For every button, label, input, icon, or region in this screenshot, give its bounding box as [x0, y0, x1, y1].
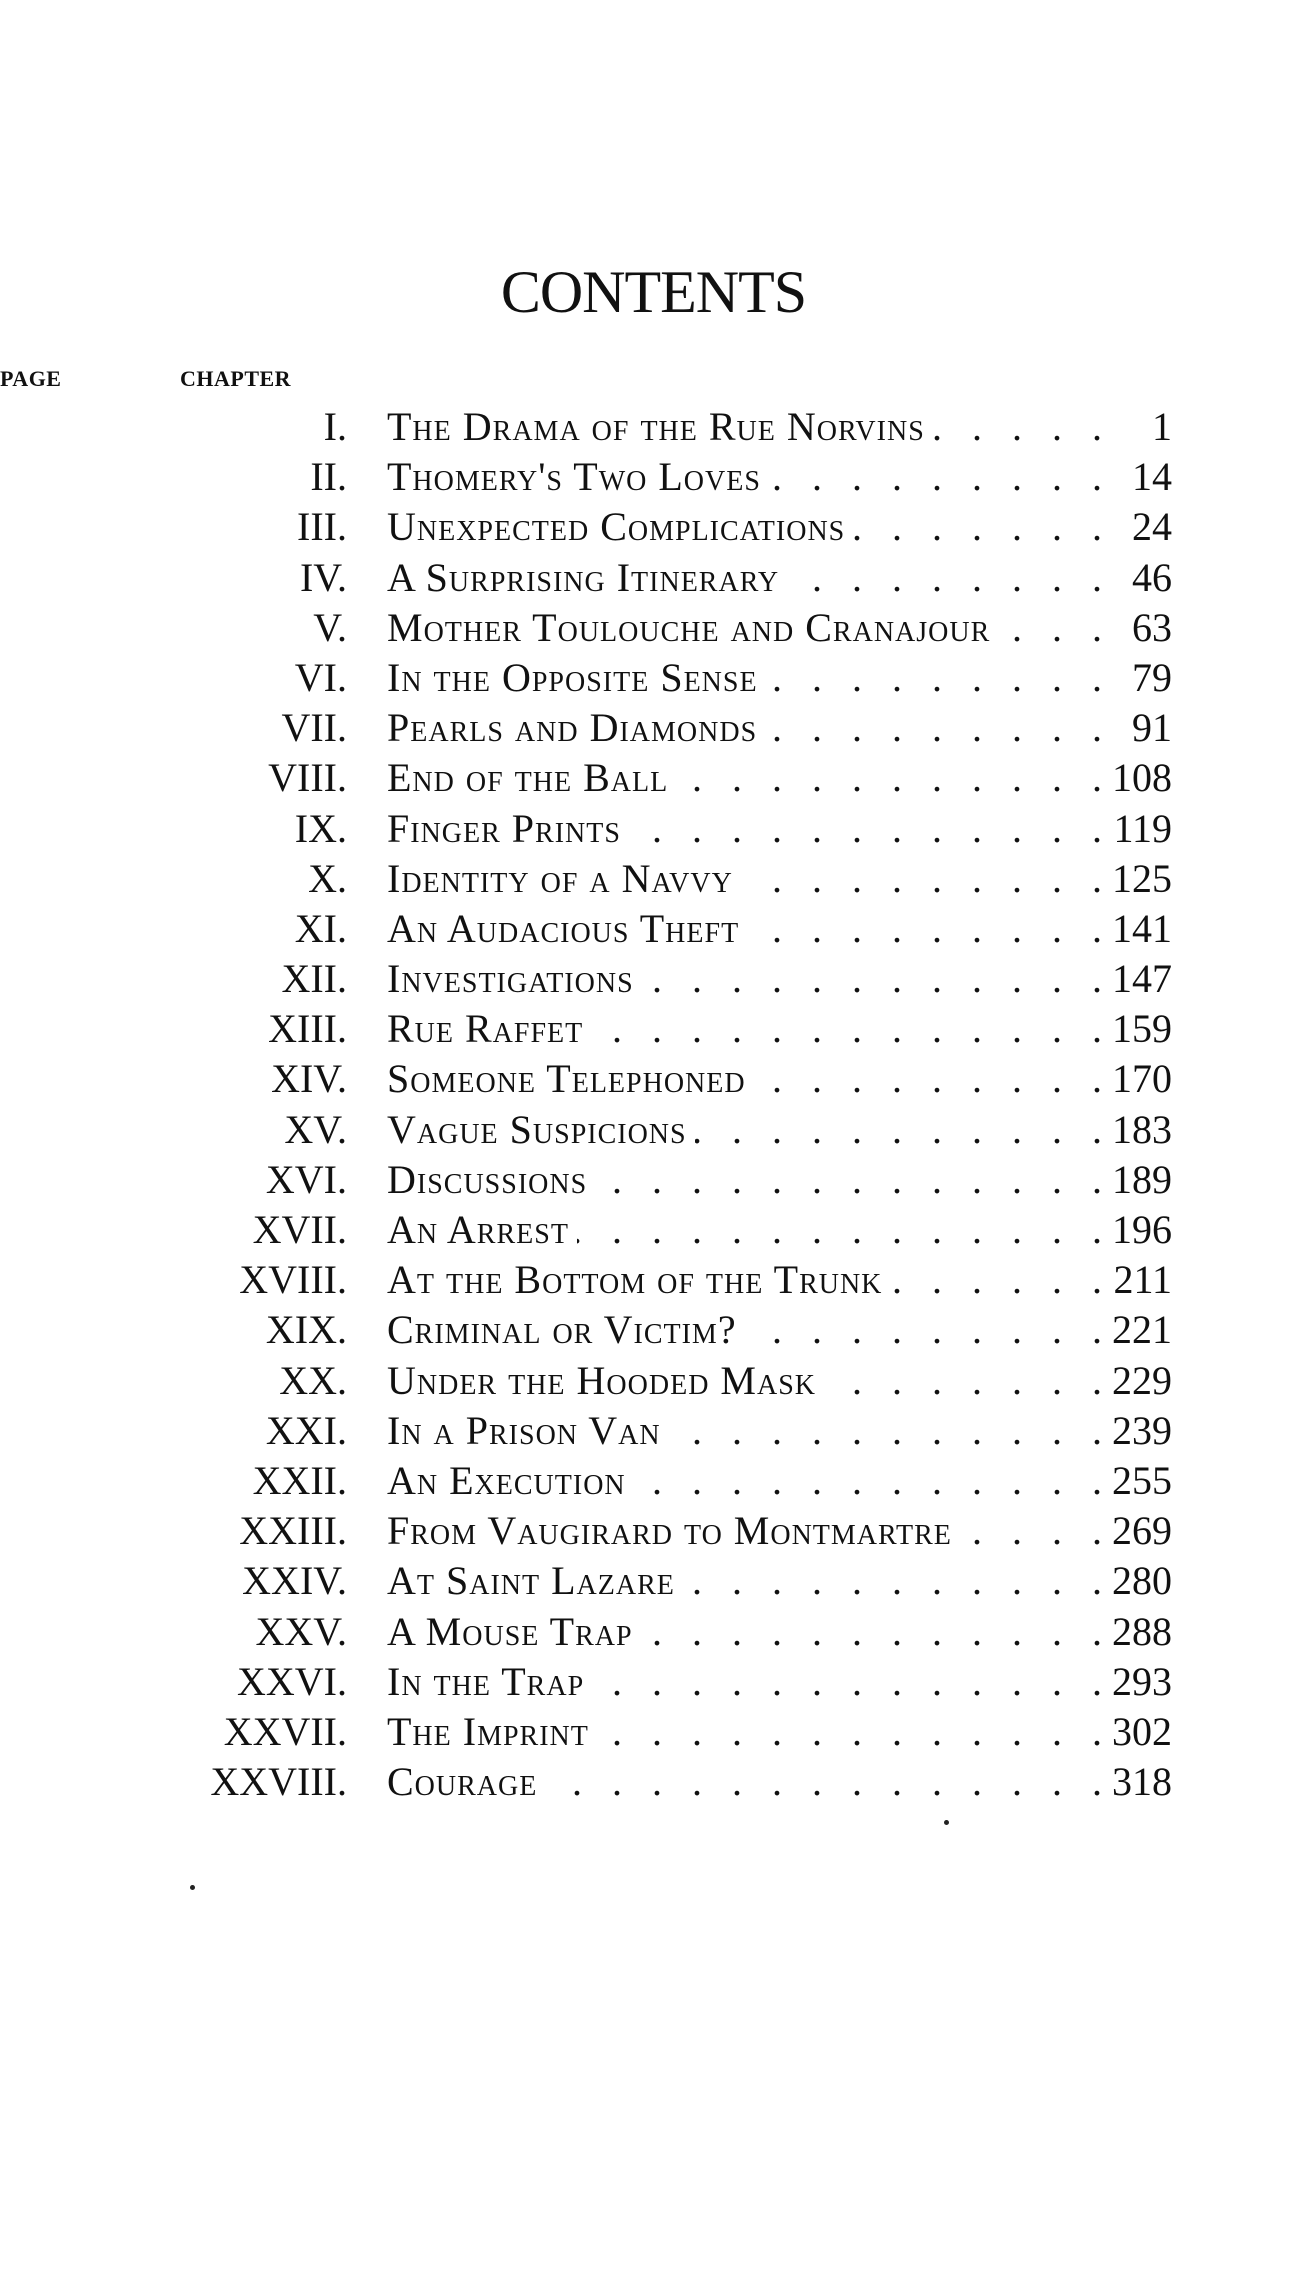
page-number: 221 — [1112, 1307, 1172, 1353]
chapter-column-header: CHAPTER — [180, 366, 292, 391]
chapter-number: II. — [310, 454, 347, 500]
dot-leader — [824, 1356, 1102, 1406]
dot-leader — [695, 1105, 1102, 1155]
chapter-number: XXVIII. — [210, 1759, 347, 1805]
page-number: 24 — [1132, 504, 1172, 550]
toc-entry — [0, 1406, 1307, 1456]
chapter-number: XVI. — [265, 1156, 347, 1202]
dot-leader — [745, 1305, 1102, 1355]
page-number: 125 — [1112, 855, 1172, 901]
toc-entry-line — [387, 1105, 1172, 1155]
chapter-title: In the Trap — [387, 1658, 585, 1704]
chapter-number: XII. — [281, 956, 347, 1002]
chapter-number: IV. — [299, 554, 347, 600]
chapter-number: IX. — [294, 805, 347, 851]
toc-entry-line — [387, 1707, 1172, 1757]
page-column-header: PAGE — [0, 366, 62, 391]
chapter-number: XXVII. — [223, 1708, 347, 1754]
page-number: 147 — [1112, 956, 1172, 1002]
chapter-number: XXI. — [265, 1407, 347, 1453]
page-number: 229 — [1112, 1357, 1172, 1403]
ink-speck — [944, 1820, 949, 1825]
dot-leader — [787, 553, 1102, 603]
chapter-title: Investigations — [387, 956, 634, 1002]
page-number: 183 — [1112, 1106, 1172, 1152]
chapter-title: From Vaugirard to Montmartre — [387, 1508, 952, 1554]
chapter-title: A Surprising Itinerary — [387, 554, 780, 600]
page-number: 63 — [1132, 604, 1172, 650]
chapter-title: Finger Prints — [387, 805, 621, 851]
chapter-number: V. — [313, 604, 347, 650]
toc-entry — [0, 1054, 1307, 1104]
toc-entry — [0, 1356, 1307, 1406]
page-number: 302 — [1112, 1708, 1172, 1754]
toc-entry-line — [387, 1205, 1172, 1255]
toc-entry — [0, 553, 1307, 603]
chapter-title: At the Bottom of the Trunk — [387, 1257, 883, 1303]
toc-entry — [0, 1105, 1307, 1155]
ink-speck — [190, 1885, 195, 1890]
toc-entry — [0, 1155, 1307, 1205]
dot-leader — [634, 1456, 1102, 1506]
toc-entry-line — [387, 1356, 1172, 1406]
chapter-title: Mother Toulouche and Cranajour — [387, 604, 991, 650]
chapter-number: XXII. — [252, 1457, 347, 1503]
page-number: 46 — [1132, 554, 1172, 600]
toc-entry-line — [387, 452, 1172, 502]
page-number: 269 — [1112, 1508, 1172, 1554]
dot-leader — [642, 954, 1102, 1004]
dot-leader — [592, 1657, 1102, 1707]
page-number: 119 — [1113, 805, 1172, 851]
chapter-number: VI. — [294, 654, 347, 700]
page-number: 196 — [1112, 1207, 1172, 1252]
page-number: 288 — [1112, 1608, 1172, 1654]
chapter-title: Unexpected Complications — [387, 504, 846, 550]
toc-entry — [0, 1657, 1307, 1707]
toc-entry-line — [387, 804, 1172, 854]
page-number: 211 — [1113, 1257, 1172, 1303]
toc-entry — [0, 502, 1307, 552]
dot-leader — [629, 804, 1102, 854]
toc-entry — [0, 1255, 1307, 1305]
toc-entry — [0, 653, 1307, 703]
page-number: 318 — [1112, 1759, 1172, 1805]
chapter-title: An Audacious Theft — [387, 905, 740, 951]
toc-entry — [0, 804, 1307, 854]
toc-entry-line — [387, 502, 1172, 552]
toc-entry-line — [387, 603, 1172, 653]
chapter-number: XXV. — [255, 1608, 347, 1654]
dot-leader — [577, 1205, 1102, 1255]
chapter-title: In a Prison Van — [387, 1407, 661, 1453]
toc-entry — [0, 1757, 1307, 1807]
chapter-title: Identity of a Navvy — [387, 855, 733, 901]
page-number: 293 — [1112, 1658, 1172, 1704]
chapter-number: XVIII. — [239, 1257, 347, 1303]
chapter-title: Discussions — [387, 1156, 588, 1202]
chapter-title: The Drama of the Rue Norvins — [387, 404, 925, 449]
chapter-number: XXVI. — [237, 1658, 347, 1704]
chapter-number: XIII. — [268, 1006, 347, 1052]
page-number: 189 — [1112, 1156, 1172, 1202]
toc-entry-line — [387, 1657, 1172, 1707]
dot-leader — [890, 1255, 1102, 1305]
chapter-title: The Imprint — [387, 1708, 589, 1754]
dot-leader — [669, 1406, 1102, 1456]
page-number: 280 — [1112, 1558, 1172, 1604]
chapter-number: XI. — [294, 905, 347, 951]
toc-entry — [0, 854, 1307, 904]
chapter-number: III. — [297, 504, 347, 550]
dot-leader — [765, 703, 1102, 753]
dot-leader — [933, 402, 1102, 452]
toc-entry — [0, 452, 1307, 502]
toc-entry — [0, 703, 1307, 753]
chapter-number: VIII. — [268, 755, 347, 801]
chapter-title: An Arrest — [387, 1207, 569, 1252]
toc-entry-line — [387, 1607, 1172, 1657]
toc-entry — [0, 1305, 1307, 1355]
toc-entry — [0, 1707, 1307, 1757]
chapter-title: Vague Suspicions — [387, 1106, 687, 1152]
dot-leader — [545, 1757, 1102, 1807]
toc-entry-line — [387, 653, 1172, 703]
toc-entry — [0, 753, 1307, 803]
chapter-title: Someone Telephoned — [387, 1056, 746, 1102]
dot-leader — [766, 653, 1102, 703]
dot-leader — [741, 854, 1102, 904]
dot-leader — [641, 1607, 1102, 1657]
toc-entry-line — [387, 1506, 1172, 1556]
dot-leader — [998, 603, 1102, 653]
toc-entry-line — [387, 703, 1172, 753]
dot-leader — [769, 452, 1102, 502]
chapter-title: At Saint Lazare — [387, 1558, 675, 1604]
chapter-number: XVII. — [252, 1207, 347, 1252]
chapter-title: Criminal or Victim? — [387, 1307, 737, 1353]
toc-entry-line — [387, 553, 1172, 603]
toc-entry-line — [387, 1004, 1172, 1054]
chapter-number: XIV. — [271, 1056, 347, 1102]
chapter-number: XX. — [279, 1357, 347, 1403]
dot-leader — [853, 502, 1102, 552]
dot-leader — [960, 1506, 1102, 1556]
chapter-title: A Mouse Trap — [387, 1608, 633, 1654]
chapter-number: I. — [323, 404, 347, 449]
page-number: 239 — [1112, 1407, 1172, 1453]
toc-entry-line — [387, 1757, 1172, 1807]
toc-entry-line — [387, 1556, 1172, 1606]
dot-leader — [591, 1004, 1102, 1054]
toc-entry-line — [387, 1255, 1172, 1305]
dot-leader — [754, 1054, 1102, 1104]
page-number: 255 — [1112, 1457, 1172, 1503]
toc-entry — [0, 603, 1307, 653]
toc-entry-line — [387, 1456, 1172, 1506]
dot-leader — [676, 753, 1102, 803]
page-number: 159 — [1112, 1006, 1172, 1052]
toc-entry — [0, 402, 1307, 452]
chapter-number: XXIII. — [239, 1508, 347, 1554]
dot-leader — [595, 1155, 1102, 1205]
toc-entry — [0, 1556, 1307, 1606]
page-number: 79 — [1132, 654, 1172, 700]
page-number: 108 — [1112, 755, 1172, 801]
toc-entry — [0, 954, 1307, 1004]
toc-entry-line — [387, 1054, 1172, 1104]
toc-entry — [0, 1205, 1307, 1255]
chapter-title: Under the Hooded Mask — [387, 1357, 816, 1403]
page-number: 1 — [1152, 404, 1172, 449]
toc-entry-line — [387, 1406, 1172, 1456]
dot-leader — [683, 1556, 1102, 1606]
page-number: 14 — [1132, 454, 1172, 500]
chapter-title: End of the Ball — [387, 755, 669, 801]
toc-entry-line — [387, 1155, 1172, 1205]
toc-entry — [0, 1456, 1307, 1506]
toc-entry-line — [387, 854, 1172, 904]
page-number: 170 — [1112, 1056, 1172, 1102]
toc-entry — [0, 1607, 1307, 1657]
chapter-title: Rue Raffet — [387, 1006, 584, 1052]
toc-entry-line — [387, 1305, 1172, 1355]
toc-entry — [0, 1506, 1307, 1556]
chapter-title: An Execution — [387, 1457, 626, 1503]
toc-entry-line — [387, 954, 1172, 1004]
chapter-number: VII. — [281, 705, 347, 751]
chapter-number: XXIV. — [242, 1558, 347, 1604]
toc-entry-line — [387, 402, 1172, 452]
chapter-number: X. — [308, 855, 347, 901]
page-number: 141 — [1112, 905, 1172, 951]
chapter-title: Thomery's Two Loves — [387, 454, 761, 500]
toc-entry — [0, 904, 1307, 954]
contents-list — [0, 402, 1307, 1807]
chapter-title: In the Opposite Sense — [387, 654, 758, 700]
page-title: CONTENTS — [500, 259, 807, 325]
chapter-title: Pearls and Diamonds — [387, 705, 758, 751]
toc-entry-line — [387, 753, 1172, 803]
dot-leader — [747, 904, 1102, 954]
dot-leader — [597, 1707, 1102, 1757]
chapter-number: XIX. — [265, 1307, 347, 1353]
chapter-title: Courage — [387, 1759, 538, 1805]
toc-entry-line — [387, 904, 1172, 954]
toc-entry — [0, 1004, 1307, 1054]
page-number: 91 — [1132, 705, 1172, 751]
chapter-number: XV. — [284, 1106, 347, 1152]
